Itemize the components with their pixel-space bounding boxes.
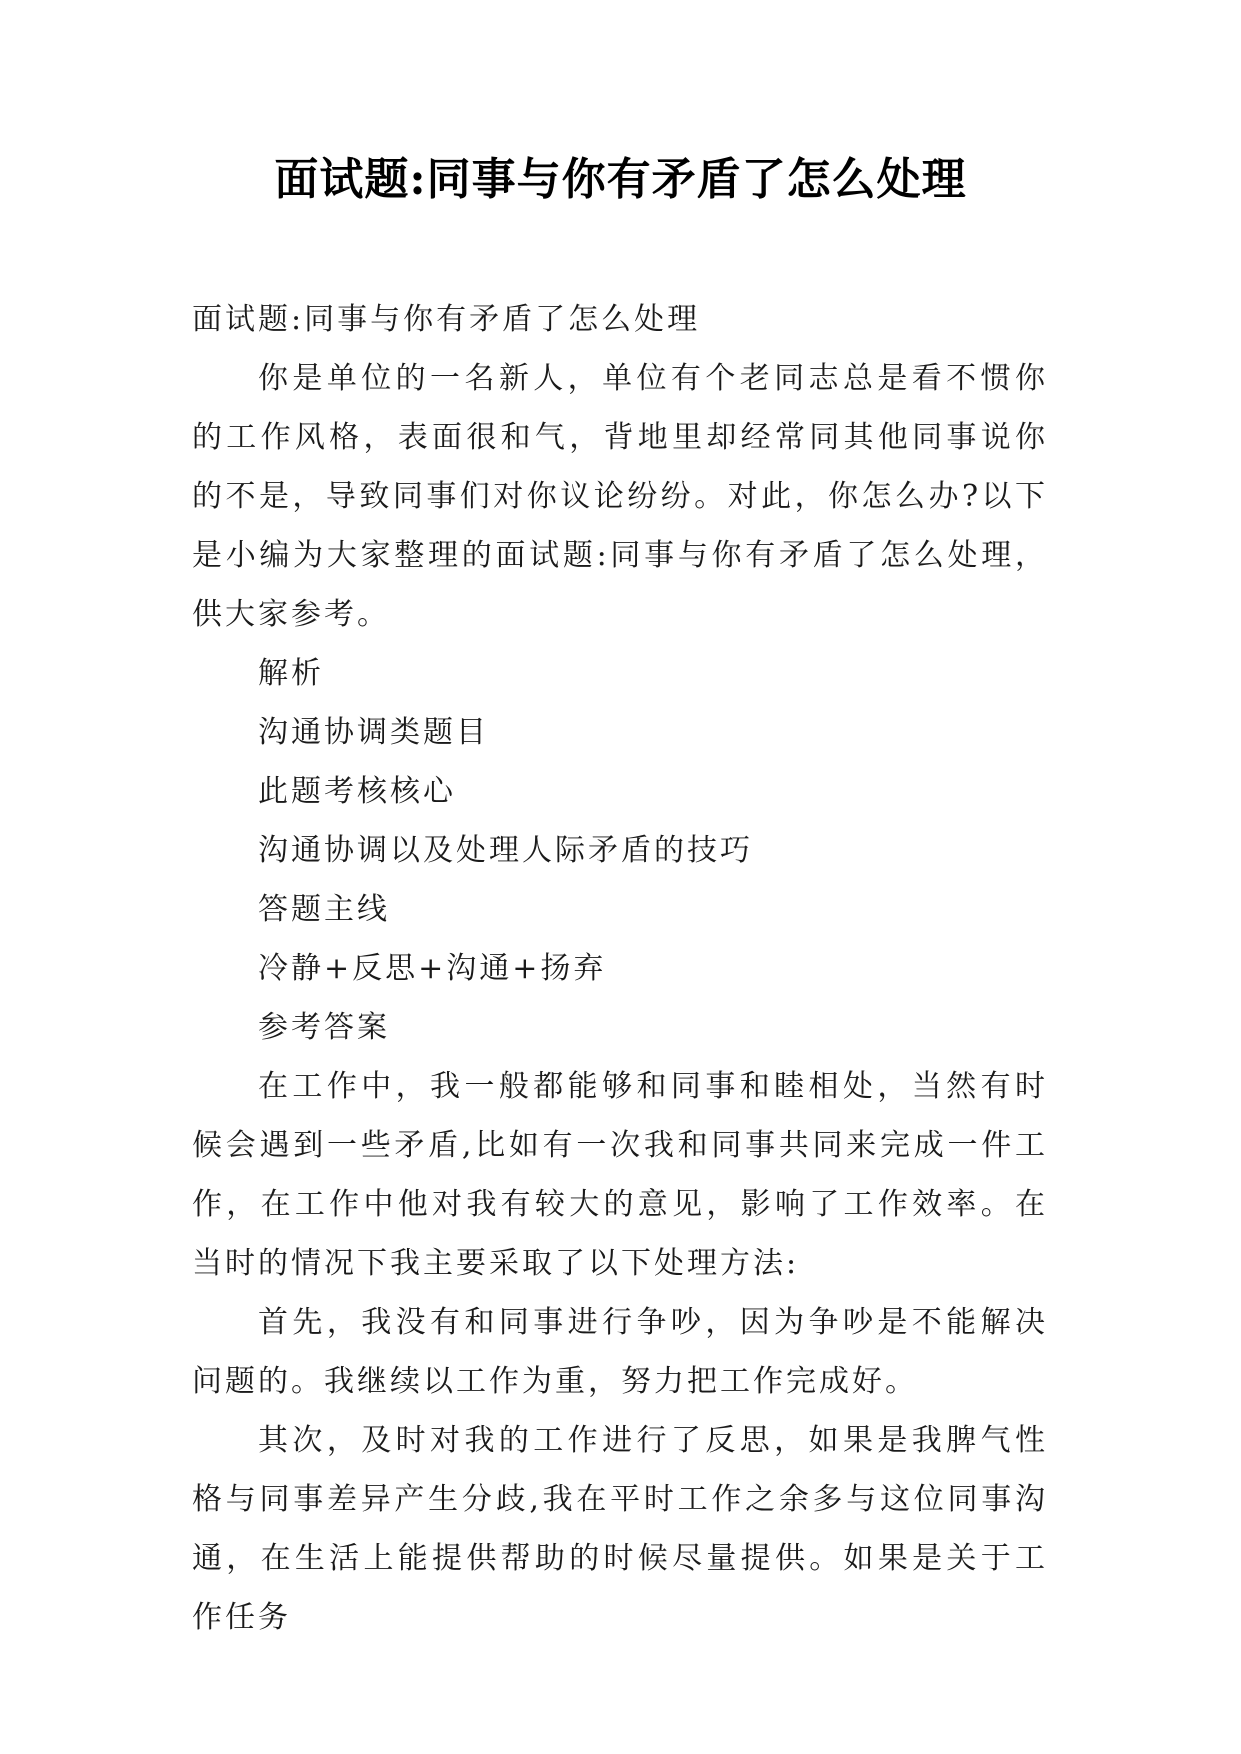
paragraph: 首先，我没有和同事进行争吵，因为争吵是不能解决问题的。我继续以工作为重，努力把工作完成好。 xyxy=(192,1305,1048,1399)
paragraph: 答题主线 xyxy=(258,892,390,927)
document-body xyxy=(192,290,1048,1647)
paragraph: 冷静+反思+沟通+扬弃 xyxy=(258,951,607,986)
paragraph: 面试题:同事与你有矛盾了怎么处理 xyxy=(192,302,701,337)
paragraph: 在工作中，我一般都能够和同事和睦相处，当然有时候会遇到一些矛盾,比如有一次我和同事共同来完成一件工作，在工作中他对我有较大的意见，影响了工作效率。在当时的情况下我主要采取了以下处理方法: xyxy=(192,1069,1048,1281)
paragraph: 你是单位的一名新人，单位有个老同志总是看不惯你的工作风格，表面很和气，背地里却经常同其他同事说你的不是，导致同事们对你议论纷纷。对此，你怎么办?以下是小编为大家整理的面试题:同事与你有矛盾了怎么处理，供大家参考。 xyxy=(192,361,1048,632)
paragraph: 其次，及时对我的工作进行了反思，如果是我脾气性格与同事差异产生分歧,我在平时工作之余多与这位同事沟通，在生活上能提供帮助的时候尽量提供。如果是关于工作任务 xyxy=(192,1423,1048,1635)
document-title: 面试题:同事与你有矛盾了怎么处理 xyxy=(274,154,967,205)
paragraph: 此题考核核心 xyxy=(258,774,456,809)
paragraph: 沟通协调类题目 xyxy=(258,715,489,750)
paragraph: 沟通协调以及处理人际矛盾的技巧 xyxy=(258,833,753,868)
paragraph: 参考答案 xyxy=(258,1010,390,1045)
paragraph: 解析 xyxy=(258,656,324,691)
